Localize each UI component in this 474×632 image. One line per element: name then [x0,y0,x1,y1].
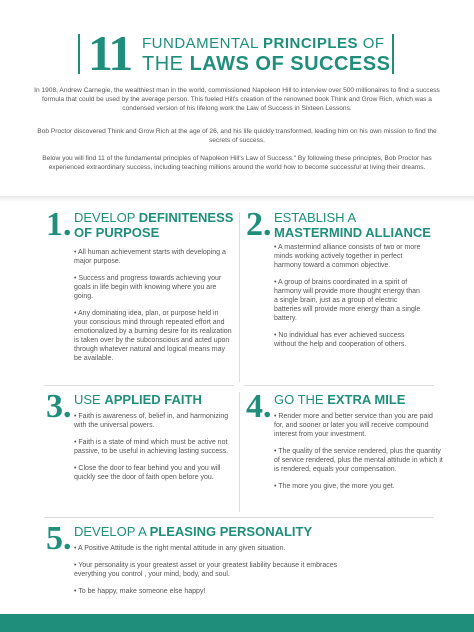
section-bullets [74,544,364,604]
row-divider-bottom [44,517,434,518]
bullet: • Close the door to fear behind you and you will quickly see the door of faith open before you. [74,465,221,481]
intro-paragraph-1: In 1908, Andrew Carnegie, the wealthiest man in the world, commissioned Napoleon Hill to interview over 500 millionaires to find a success formula that could be used by the average person. This fueled Hill's creation of the renowned book Think and Grow Rich, which was a condensed version of his lifelong work the Law of Success in Sixteen Lessons. [34,87,440,112]
section-title: USE APPLIED FAITH [74,392,202,407]
row-divider-right [244,385,434,386]
bullet: • Any dominating idea, plan, or purpose held in your conscious mind through repeated effort and emotionalized by a burning desire for its realization is taken over by the subconscious and acted upon through whatever natural and logical means may be available. [74,310,232,362]
section-bullets [274,243,424,357]
section-title: ESTABLISH A MASTERMIND ALLIANCE [274,210,431,240]
title-line-1: FUNDAMENTAL PRINCIPLES OF [142,35,385,52]
bullet: • No individual has ever achieved success without the help and cooperation of others. [274,332,407,348]
section-4 [246,390,456,515]
section-bullets [74,248,234,371]
title-bar-left [78,34,80,74]
intro-paragraph-3: Below you will find 11 of the fundamental principles of Napoleon Hill's Law of Success." By following these principles, Bob Proctor has experienced extraordinary success, including teaching millions around the world how to become successful at living their dreams. [42,155,432,171]
section-5 [46,522,446,612]
column-divider-top [239,212,240,382]
bullet: • Faith is a state of mind which must be active not passive, to be useful in achieving lasting success. [74,439,229,455]
bullet: • Your personality is your greatest asset or your greatest liability because it embraces everything you control , your mind, body, and soul. [74,562,338,578]
section-1 [46,208,236,383]
row-divider-left [44,385,234,386]
bullet: • A group of brains coordinated in a spirit of harmony will provide more thought energy than a single brain, just as a group of electric batteries will provide more energy than a single battery. [274,279,421,322]
bullet: • The quality of the service rendered, plus the quantity of service rendered, plus the mental attitude in which it is rendered, equals your compensation. [274,448,443,473]
bullet: • A mastermind alliance consists of two or more minds working actively together in perfect harmony toward a common objective. [274,244,421,269]
bullet: • To be happy, make someone else happy! [74,588,206,595]
intro-paragraph-2: Bob Proctor discovered Think and Grow Rich at the age of 26, and his life quickly transformed, leading him on his own mission to find the secrets of success. [37,128,437,144]
section-3 [46,390,236,515]
section-2 [246,208,456,383]
section-bullets [74,412,240,490]
bullet: • Success and progress towards achieving your goals in life begin with knowing where you are going. [74,275,222,300]
bullet: • The more you give, the more you get. [274,483,395,490]
column-divider-bottom [239,392,240,512]
section-number: 3. [46,388,72,425]
section-number: 2. [246,206,272,243]
bullet: • Faith is awareness of, belief in, and harmonizing with the universal powers. [74,413,229,429]
bullet: • A Positive Attitude is the right mental attitude in any given situation. [74,545,286,552]
title-line-2: THE LAWS OF SUCCESS [142,53,391,75]
title-bar-right [392,34,394,74]
bullet: • All human achievement starts with developing a major purpose. [74,249,226,265]
section-number: 4. [246,388,272,425]
header-divider [0,196,474,202]
bullet: • Render more and better service than you are paid for, and sooner or later you will receive compound interest from your investment. [274,413,433,438]
footer-bar [0,614,474,632]
section-title: DEVELOP DEFINITENESS OF PURPOSE [74,210,234,240]
section-number: 5. [46,520,72,557]
section-title: GO THE EXTRA MILE [274,392,406,407]
title-number: 11 [88,25,132,81]
section-number: 1. [46,206,72,243]
section-title: DEVELOP A PLEASING PERSONALITY [74,524,313,539]
section-bullets [274,412,444,499]
header [0,0,474,196]
